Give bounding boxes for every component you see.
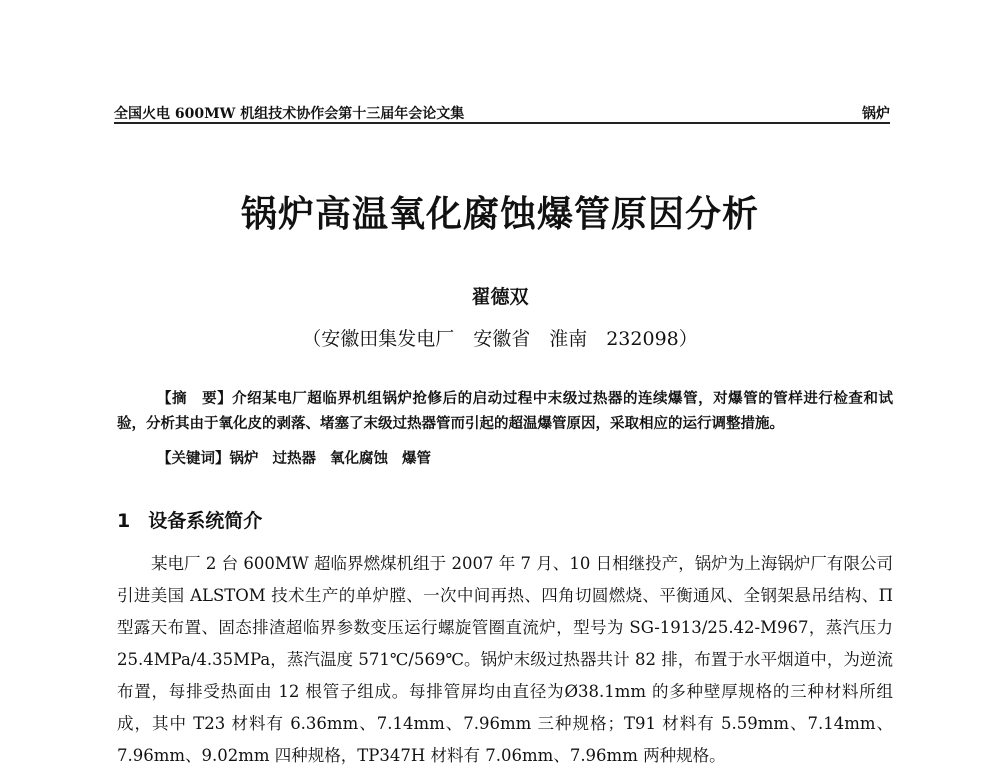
abstract-label: 【摘 要】 [157, 390, 233, 407]
author-name: 翟德双 [471, 286, 529, 308]
running-header [114, 100, 890, 124]
section-heading [117, 506, 262, 533]
keywords-label: 【关键词】 [157, 450, 230, 467]
author-affiliation: （安徽田集发电厂 安徽省 淮南 232098） [302, 328, 698, 350]
section-number: 1 [117, 510, 131, 532]
keyword: 锅炉 [229, 450, 259, 467]
keyword: 氧化腐蚀 [330, 450, 388, 467]
section-title: 设备系统简介 [148, 510, 263, 532]
body-paragraph: 某电厂 2 台 600MW 超临界燃煤机组于 2007 年 7 月、10 日相继投产，锅炉为上海锅炉厂有限公司引进美国 ALSTOM 技术生产的单炉膛、一次中间再热、四角切圆燃烧、平衡通风、全钢架悬吊结构、Π 型露天布置、固态排渣超临界参数变压运行螺旋管圈直流炉，型号为 SG-1913/25.42-M967，蒸汽压力 25.4MPa/4.35MPa，蒸汽温度 571℃/569℃。锅炉末级过热器共计 82 排，布置于水平烟道中，为逆流布置，每排受热面由 12 根管子组成。每排管屏均由直径为Ø38.1mm 的多种壁厚规格的三种材料所组成，其中 T23 材料有 6.36mm、7.14mm、7.96mm 三种规格；T91 材料有 5.59mm、7.14mm、7.96mm、9.02mm 四种规格，TP347H 材料有 7.06mm、7.96mm 两种规格。 [117, 554, 893, 765]
keyword: 过热器 [272, 450, 316, 467]
keyword: 爆管 [402, 450, 431, 467]
paper-title: 锅炉高温氧化腐蚀爆管原因分析 [240, 194, 759, 235]
header-proceedings-title: 全国火电 600MW 机组技术协作会第十三届年会论文集 [114, 106, 465, 122]
header-section-label: 锅炉 [862, 106, 890, 122]
abstract-text: 介绍某电厂超临界机组锅炉抢修后的启动过程中末级过热器的连续爆管，对爆管的管样进行检查和试验，分析其由于氧化皮的剥落、堵塞了末级过热器管而引起的超温爆管原因，采取相应的运行调整措施。 [117, 390, 893, 432]
keywords [157, 447, 445, 468]
abstract [117, 386, 893, 436]
